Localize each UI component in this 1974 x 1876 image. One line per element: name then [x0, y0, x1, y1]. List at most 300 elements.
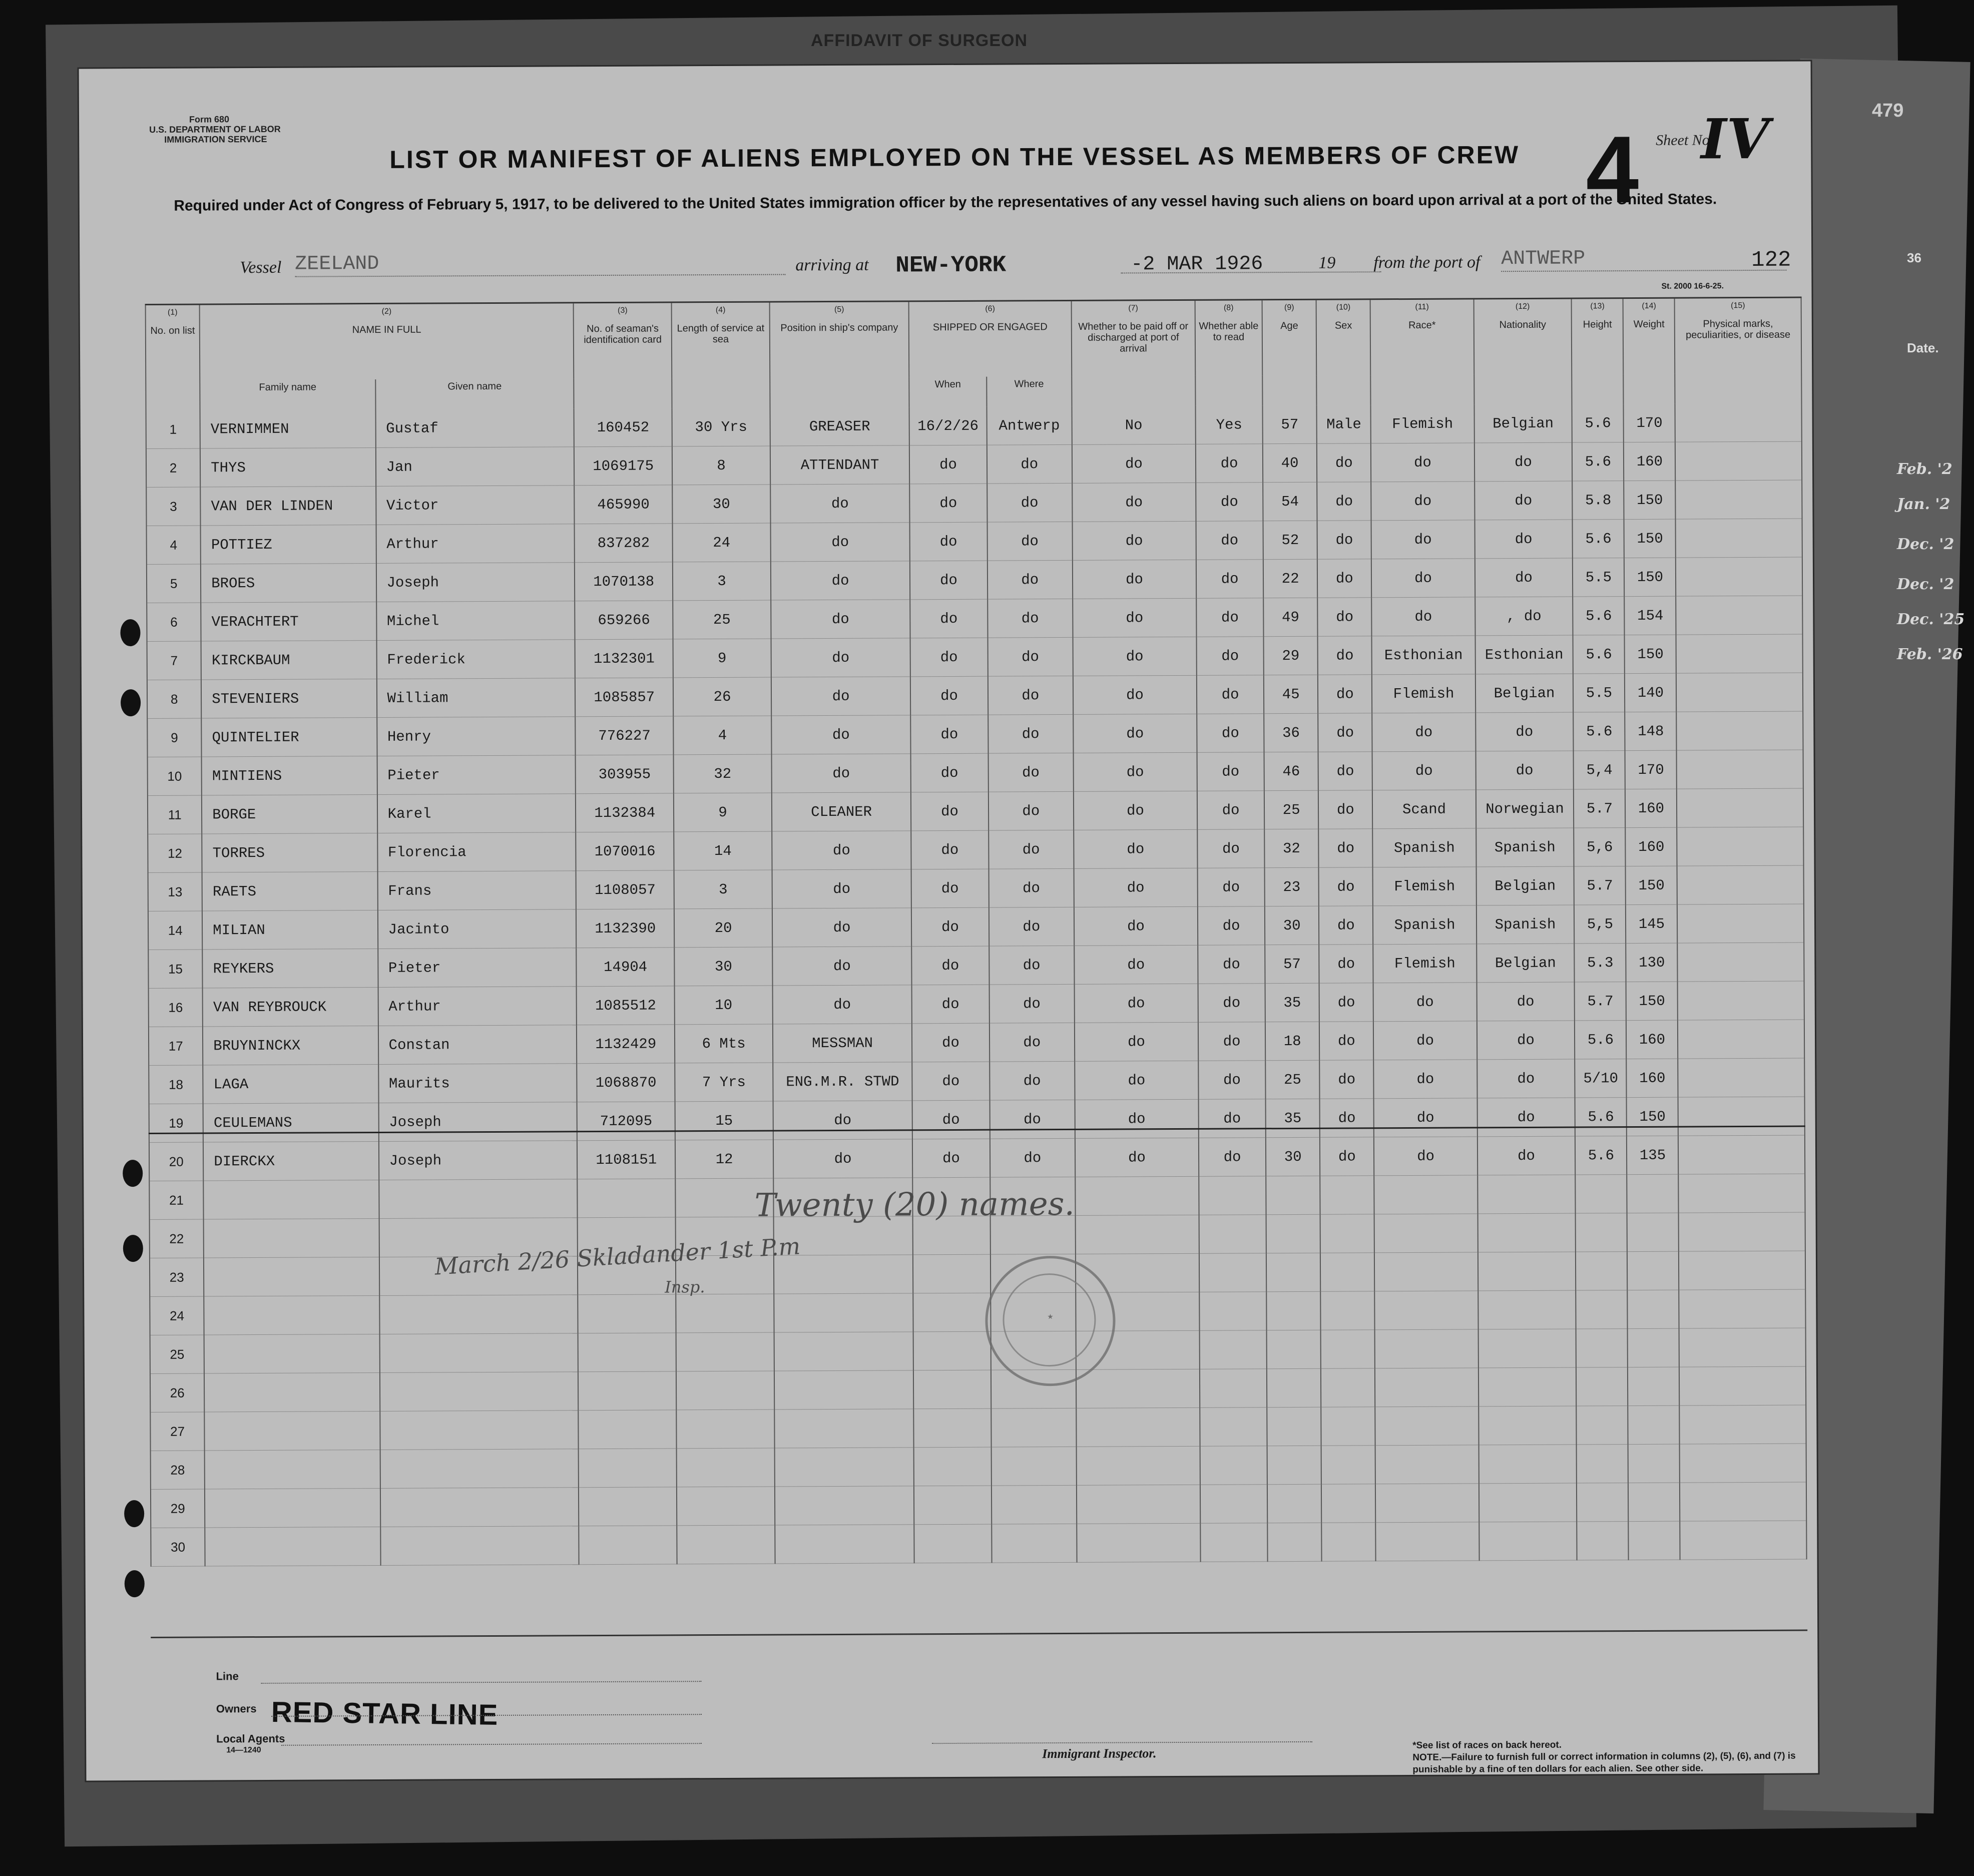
- family-name: REYKERS: [202, 949, 378, 988]
- given-name: [380, 1372, 579, 1412]
- able-to-read: [1199, 1215, 1266, 1254]
- age: 52: [1263, 521, 1318, 559]
- header-sex: (10) Sex: [1316, 300, 1371, 405]
- id-card: 303955: [576, 755, 674, 794]
- service-length: [676, 1332, 774, 1371]
- nationality: do: [1475, 751, 1574, 790]
- position: [774, 1370, 914, 1410]
- sex: do: [1319, 983, 1374, 1022]
- sex: do: [1318, 713, 1372, 752]
- physical-marks: [1678, 981, 1804, 1020]
- family-name: STEVENIERS: [201, 679, 377, 718]
- sex: do: [1320, 1137, 1374, 1176]
- sex: do: [1317, 482, 1371, 521]
- height: 5.6: [1572, 442, 1624, 481]
- punch-hole: [120, 619, 140, 646]
- arriving-label: arriving at: [795, 255, 869, 275]
- weight: [1628, 1483, 1680, 1521]
- crew-table: [145, 297, 1808, 1638]
- header-shipped: (6) SHIPPED OR ENGAGED: [909, 301, 1072, 377]
- family-name: THYS: [200, 447, 376, 487]
- service-name: IMMIGRATION SERVICE: [164, 134, 267, 145]
- physical-marks: [1676, 519, 1802, 558]
- family-name: KIRCKBAUM: [201, 640, 377, 680]
- header-weight: (14) Weight: [1623, 299, 1675, 404]
- shipped-when: [914, 1524, 992, 1563]
- family-name: CEULEMANS: [203, 1103, 379, 1142]
- race: do: [1372, 751, 1475, 790]
- race: do: [1374, 1137, 1477, 1176]
- race: do: [1371, 559, 1474, 598]
- vessel-label: Vessel: [240, 258, 282, 277]
- side-date-label: Date.: [1907, 340, 1939, 355]
- shipped-when: do: [910, 522, 988, 561]
- row-number: 24: [150, 1296, 204, 1335]
- physical-marks: [1680, 1482, 1806, 1521]
- paid-off: do: [1074, 829, 1198, 868]
- table-row: [151, 1521, 1806, 1566]
- side-date-4: Dec. '2: [1897, 576, 1954, 593]
- id-card: 659266: [575, 601, 673, 640]
- row-number: 3: [146, 487, 201, 526]
- weight: 150: [1624, 558, 1676, 596]
- sex: do: [1317, 443, 1371, 482]
- age: 35: [1266, 1099, 1320, 1137]
- service-length: 30: [674, 947, 772, 986]
- sex: [1321, 1330, 1375, 1368]
- table-row: [146, 403, 1802, 449]
- position: [774, 1293, 913, 1332]
- id-card: 1070138: [575, 562, 673, 601]
- given-name: Henry: [377, 717, 576, 756]
- given-name: Joseph: [378, 1141, 577, 1180]
- row-number: 5: [147, 564, 201, 603]
- form-code: St. 2000 16-6-25.: [1661, 282, 1724, 291]
- physical-marks: [1678, 1020, 1804, 1059]
- page-title: LIST OR MANIFEST OF ALIENS EMPLOYED ON THE VESSEL AS MEMBERS OF CREW: [389, 141, 1520, 174]
- family-name: BORGE: [202, 794, 377, 834]
- table-row: [146, 441, 1802, 487]
- service-length: 15: [675, 1101, 773, 1140]
- weight: [1629, 1521, 1680, 1560]
- paid-off: do: [1075, 1099, 1199, 1138]
- row-number: 25: [150, 1335, 205, 1373]
- weight: 150: [1624, 481, 1676, 519]
- header-position: (5) Position in ship's company: [770, 302, 909, 407]
- header-no-on-list: (1) No. on list: [146, 305, 200, 410]
- nationality: [1478, 1290, 1576, 1329]
- weight: [1628, 1444, 1680, 1483]
- nationality: do: [1477, 1136, 1575, 1175]
- age: [1266, 1214, 1321, 1253]
- id-card: 776227: [576, 716, 674, 755]
- row-number: 8: [147, 680, 202, 718]
- header-age: (9) Age: [1262, 300, 1317, 405]
- header-name-in-full: (2) NAME IN FULL: [200, 303, 574, 380]
- given-name: Maurits: [378, 1064, 577, 1103]
- position: [774, 1255, 913, 1294]
- paid-off: do: [1073, 752, 1197, 791]
- footer: [151, 1643, 1808, 1775]
- race: do: [1371, 520, 1474, 559]
- weight: 150: [1626, 866, 1677, 904]
- shipped-when: do: [912, 1023, 990, 1062]
- shipped-where: do: [989, 868, 1074, 907]
- able-to-read: do: [1198, 906, 1265, 946]
- service-length: [676, 1294, 774, 1333]
- height: 5.7: [1575, 982, 1626, 1021]
- height: [1577, 1522, 1629, 1560]
- row-number: 12: [148, 834, 202, 872]
- shipped-where: do: [990, 1100, 1075, 1139]
- physical-marks: [1675, 441, 1802, 481]
- header-race: (11) Race*: [1370, 299, 1474, 405]
- affidavit-header: AFFIDAVIT OF SURGEON: [811, 31, 1028, 50]
- race: [1376, 1522, 1479, 1561]
- able-to-read: do: [1197, 829, 1264, 868]
- row-number: 7: [147, 641, 202, 680]
- header-able-read: (8) Whether able to read: [1195, 300, 1263, 406]
- age: [1267, 1446, 1322, 1484]
- race: [1375, 1329, 1478, 1368]
- paid-off: do: [1074, 945, 1198, 984]
- physical-marks: [1676, 557, 1802, 596]
- able-to-read: [1200, 1330, 1267, 1369]
- table-row: [147, 596, 1802, 641]
- row-number: 2: [146, 448, 201, 487]
- nationality: Norwegian: [1475, 789, 1574, 828]
- row-number: 14: [148, 911, 203, 950]
- family-name: TORRES: [202, 833, 377, 872]
- family-name: VERACHTERT: [201, 602, 376, 641]
- id-card: 14904: [577, 948, 675, 987]
- department-name: U.S. DEPARTMENT OF LABOR: [149, 124, 281, 135]
- shipped-when: do: [912, 985, 990, 1024]
- sex: do: [1319, 945, 1373, 983]
- able-to-read: do: [1198, 945, 1265, 984]
- vessel-row: [240, 246, 1831, 288]
- id-card: 1132390: [576, 909, 674, 948]
- age: [1267, 1330, 1321, 1368]
- table-row: [148, 904, 1804, 950]
- race: [1375, 1484, 1478, 1523]
- shipped-when: [913, 1370, 991, 1409]
- id-card: [579, 1487, 677, 1526]
- nationality: Belgian: [1476, 944, 1575, 983]
- shipped-where: do: [988, 753, 1073, 792]
- service-length: 3: [673, 562, 771, 601]
- able-to-read: do: [1196, 444, 1263, 483]
- nationality: [1478, 1329, 1576, 1368]
- sheet-no-value: IV: [1700, 106, 1770, 172]
- row-number: 9: [147, 718, 202, 757]
- id-card: [578, 1333, 676, 1372]
- age: [1266, 1253, 1321, 1291]
- nationality: Esthonian: [1475, 635, 1573, 674]
- service-length: 10: [675, 986, 773, 1025]
- service-length: 20: [674, 908, 772, 948]
- physical-marks: [1680, 1405, 1806, 1444]
- shipped-when: do: [911, 753, 989, 792]
- given-name: William: [376, 678, 575, 718]
- able-to-read: [1200, 1485, 1267, 1524]
- id-card: 1069175: [574, 446, 672, 486]
- row-number: 28: [151, 1451, 205, 1489]
- paid-off: do: [1073, 637, 1197, 676]
- table-row: [150, 1405, 1806, 1451]
- family-name: [205, 1527, 380, 1566]
- nationality: [1479, 1522, 1577, 1561]
- shipped-when: do: [911, 830, 989, 869]
- id-card: 1132384: [576, 793, 674, 832]
- physical-marks: [1677, 711, 1803, 750]
- given-name: Pieter: [377, 755, 576, 795]
- position: do: [771, 715, 911, 754]
- id-card: 1108057: [576, 870, 674, 909]
- age: [1267, 1407, 1321, 1446]
- able-to-read: do: [1197, 675, 1264, 714]
- weight: 154: [1625, 596, 1676, 635]
- physical-marks: [1679, 1212, 1805, 1251]
- row-number: 6: [147, 603, 201, 641]
- age: 35: [1265, 983, 1320, 1022]
- sex: [1321, 1407, 1375, 1446]
- race: [1375, 1445, 1478, 1484]
- physical-marks: [1678, 1097, 1805, 1136]
- position: [775, 1525, 914, 1564]
- nationality: Spanish: [1476, 905, 1574, 944]
- paid-off: [1076, 1446, 1200, 1485]
- weight: [1628, 1367, 1679, 1405]
- given-name: Florencia: [377, 832, 576, 872]
- header-height: (13) Height: [1572, 299, 1624, 404]
- shipped-where: [991, 1408, 1076, 1447]
- physical-marks: [1677, 865, 1804, 904]
- service-length: 32: [674, 754, 772, 793]
- shipped-where: [992, 1485, 1077, 1524]
- crew-number: 4: [1586, 116, 1639, 223]
- service-length: 30: [672, 485, 770, 524]
- sex: do: [1319, 1022, 1374, 1060]
- side-date-1: Feb. '2: [1897, 460, 1952, 478]
- physical-marks: [1677, 904, 1804, 943]
- sex: do: [1317, 521, 1372, 559]
- position: do: [770, 484, 910, 523]
- inspection-note: March 2/26 Skladander 1st P.m: [433, 1232, 801, 1280]
- shipped-when: do: [911, 792, 989, 831]
- nationality: Spanish: [1476, 828, 1574, 867]
- header-when: When: [909, 377, 986, 407]
- race: Spanish: [1373, 905, 1476, 945]
- paid-off: do: [1073, 675, 1197, 714]
- sex: do: [1318, 752, 1373, 790]
- given-name: Pieter: [378, 948, 577, 988]
- family-name: MINTIENS: [202, 756, 377, 795]
- height: [1577, 1483, 1628, 1522]
- paid-off: do: [1073, 560, 1197, 599]
- age: 18: [1265, 1022, 1320, 1060]
- table-row: [149, 1135, 1805, 1181]
- weight: 150: [1626, 982, 1678, 1020]
- age: 46: [1264, 752, 1319, 790]
- weight: 150: [1625, 635, 1676, 673]
- family-name: VAN DER LINDEN: [200, 486, 376, 526]
- sex: do: [1318, 675, 1372, 713]
- paid-off: do: [1073, 598, 1197, 637]
- sex: [1320, 1176, 1374, 1214]
- service-length: 30 Yrs: [672, 408, 770, 446]
- position: ENG.M.R. STWD: [773, 1062, 912, 1101]
- age: 36: [1264, 713, 1318, 752]
- id-card: [579, 1449, 677, 1488]
- sex: [1320, 1291, 1375, 1330]
- row-number: 17: [149, 1027, 203, 1065]
- id-card: 1070016: [576, 832, 674, 871]
- physical-marks: [1680, 1444, 1806, 1483]
- sex: [1320, 1253, 1375, 1291]
- row-number: 15: [148, 950, 203, 988]
- sex: [1321, 1484, 1376, 1523]
- row-number: 27: [150, 1412, 205, 1451]
- position: do: [771, 600, 910, 639]
- id-card: [578, 1179, 676, 1218]
- position: [774, 1332, 914, 1371]
- sex: do: [1319, 1060, 1374, 1099]
- service-length: 25: [673, 600, 771, 639]
- race: do: [1374, 1060, 1477, 1099]
- header-given-name: Given name: [375, 378, 574, 409]
- form-number: Form 680: [189, 114, 230, 125]
- table-row: [150, 1366, 1806, 1412]
- height: 5.6: [1573, 520, 1624, 558]
- id-card: 1132429: [577, 1025, 675, 1064]
- shipped-where: [992, 1524, 1077, 1563]
- position: do: [770, 523, 910, 562]
- line-label: Line: [216, 1670, 239, 1683]
- table-row: [147, 557, 1802, 603]
- service-length: 26: [673, 677, 771, 716]
- paid-off: do: [1075, 1061, 1199, 1100]
- physical-marks: [1678, 1058, 1805, 1097]
- weight: 170: [1624, 404, 1675, 442]
- id-card: 1085512: [577, 986, 675, 1025]
- shipped-where: do: [990, 1138, 1075, 1177]
- row-number: 1: [146, 410, 201, 449]
- physical-marks: [1678, 943, 1804, 982]
- shipped-when: [913, 1254, 991, 1293]
- height: 5.6: [1572, 404, 1624, 442]
- shipped-when: [914, 1486, 992, 1525]
- service-length: 9: [674, 793, 772, 832]
- weight: [1628, 1405, 1680, 1444]
- physical-marks: [1679, 1174, 1805, 1213]
- family-name: [203, 1180, 379, 1219]
- nationality: do: [1474, 442, 1572, 482]
- sex: [1321, 1446, 1376, 1484]
- physical-marks: [1677, 788, 1803, 827]
- age: 22: [1263, 559, 1318, 598]
- table-row: [148, 827, 1803, 872]
- header-nationality: (12) Nationality: [1473, 299, 1572, 405]
- physical-marks: [1679, 1328, 1806, 1367]
- height: [1577, 1445, 1628, 1483]
- shipped-where: do: [988, 599, 1073, 638]
- race: Spanish: [1373, 828, 1476, 867]
- position: do: [772, 831, 911, 870]
- arrival-date: -2 MAR 1926: [1131, 253, 1263, 276]
- race: Scand: [1372, 790, 1475, 829]
- position: do: [771, 677, 911, 716]
- physical-marks: [1677, 750, 1803, 789]
- service-length: 24: [673, 523, 771, 562]
- nationality: do: [1474, 558, 1573, 597]
- age: [1267, 1484, 1322, 1523]
- id-card: 712095: [577, 1102, 675, 1141]
- side-date-6: Feb. '26: [1897, 646, 1963, 663]
- table-row: [149, 981, 1804, 1027]
- punch-hole: [121, 689, 141, 716]
- id-card: [578, 1294, 676, 1333]
- service-length: [677, 1448, 775, 1487]
- weight: [1627, 1213, 1679, 1251]
- able-to-read: Yes: [1196, 405, 1263, 444]
- shipped-where: do: [990, 1023, 1075, 1062]
- agents-field: [281, 1743, 702, 1746]
- paid-off: do: [1072, 483, 1196, 522]
- paid-off: do: [1074, 984, 1198, 1023]
- row-number: 13: [148, 872, 203, 911]
- id-card: 1108151: [577, 1140, 675, 1179]
- weight: 130: [1626, 943, 1678, 982]
- position: do: [773, 1139, 913, 1178]
- race: Flemish: [1371, 404, 1474, 443]
- height: 5.5: [1573, 674, 1625, 712]
- shipped-when: do: [911, 869, 989, 908]
- position: do: [771, 561, 910, 600]
- table-row: [150, 1289, 1805, 1335]
- physical-marks: [1679, 1289, 1806, 1328]
- row-number: 20: [149, 1142, 204, 1181]
- paid-off: do: [1073, 714, 1197, 753]
- table-row: [150, 1251, 1805, 1296]
- able-to-read: do: [1197, 791, 1264, 830]
- paid-off: do: [1075, 1022, 1199, 1061]
- service-length: 3: [674, 870, 772, 909]
- shipped-where: [991, 1447, 1076, 1486]
- row-number: 29: [151, 1489, 205, 1528]
- shipped-where: do: [989, 791, 1074, 830]
- side-page-number: 479: [1872, 100, 1904, 121]
- side-date-5: Dec. '25: [1897, 611, 1965, 628]
- position: do: [773, 1101, 912, 1140]
- height: [1576, 1213, 1627, 1252]
- paid-off: do: [1072, 521, 1196, 560]
- age: 54: [1263, 482, 1317, 521]
- height: 5.3: [1575, 944, 1626, 982]
- shipped-where: do: [989, 907, 1074, 946]
- age: 30: [1266, 1137, 1320, 1176]
- weight: 160: [1624, 442, 1675, 481]
- id-card: [578, 1371, 676, 1411]
- table-row: [151, 1482, 1806, 1528]
- list-number: 122: [1751, 247, 1791, 273]
- paid-off: No: [1072, 406, 1196, 445]
- nationality: do: [1474, 481, 1573, 520]
- height: [1576, 1367, 1628, 1406]
- able-to-read: do: [1196, 598, 1263, 637]
- nationality: [1478, 1483, 1577, 1522]
- able-to-read: [1199, 1176, 1266, 1215]
